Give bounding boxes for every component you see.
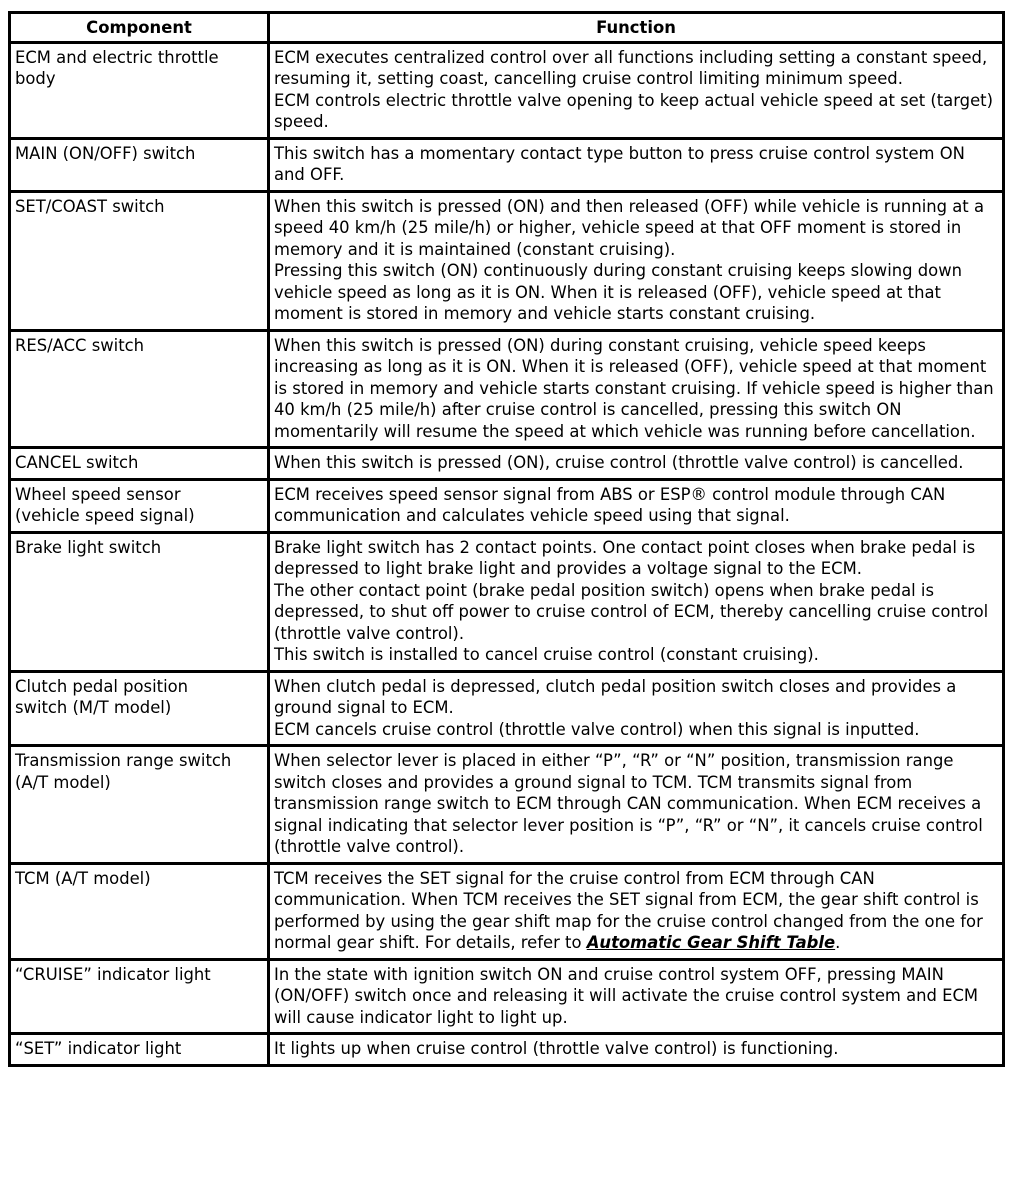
- function-paragraph: Brake light switch has 2 contact points. One contact point closes when brake pedal is depressed to light brake light and provides a voltage signal to the ECM.: [274, 537, 976, 578]
- function-cell: [269, 479, 1004, 532]
- component-cell: MAIN (ON/OFF) switch: [10, 138, 269, 191]
- function-cell: [269, 746, 1004, 864]
- function-period: .: [835, 933, 841, 952]
- component-cell: ECM and electric throttle body: [10, 42, 269, 138]
- function-paragraph: ECM cancels cruise control (throttle valve control) when this signal is inputted.: [274, 719, 920, 739]
- function-cell: [269, 191, 1004, 330]
- function-paragraph: ECM controls electric throttle valve opening to keep actual vehicle speed at set (target) speed.: [274, 90, 993, 131]
- function-paragraph: This switch is installed to cancel cruise control (constant cruising).: [274, 645, 819, 664]
- table-row: [10, 959, 1004, 1034]
- function-cell: [269, 138, 1004, 191]
- function-paragraph: It lights up when cruise control (throttle valve control) is functioning.: [274, 1039, 839, 1058]
- automatic-gear-shift-table-link[interactable]: Automatic Gear Shift Table: [586, 933, 836, 952]
- table-row: [10, 448, 1004, 480]
- component-cell: SET/COAST switch: [10, 191, 269, 330]
- function-paragraph: When this switch is pressed (ON), cruise control (throttle valve control) is cancelled.: [274, 453, 964, 472]
- component-cell: Wheel speed sensor (vehicle speed signal): [10, 479, 269, 532]
- component-cell: RES/ACC switch: [10, 330, 269, 448]
- function-cell: [269, 448, 1004, 480]
- function-paragraph: The other contact point (brake pedal position switch) opens when brake pedal is depressed, to shut off power to cruise control of ECM, thereby cancelling cruise control (throttle valve control).: [274, 580, 989, 643]
- function-paragraph: Pressing this switch (ON) continuously during constant cruising keeps slowing down vehicle speed as long as it is ON. When it is released (OFF), vehicle speed at that moment is stored in memory and vehicle starts constant cruising.: [274, 261, 962, 323]
- table-row: [10, 330, 1004, 448]
- function-paragraph: When this switch is pressed (ON) during constant cruising, vehicle speed keeps increasing as long as it is ON. When it is released (OFF), vehicle speed at that moment is stored in memory and vehicle starts constant cruising. If vehicle speed is higher than 40 km/h (25 mile/h) after cruise control is cancelled, pressing this switch ON momentarily will resume the speed at which vehicle was running before cancellation.: [274, 335, 994, 441]
- table-row: [10, 746, 1004, 864]
- function-paragraph: ECM receives speed sensor signal from ABS or ESP® control module through CAN communication and calculates vehicle speed using that signal.: [274, 484, 946, 525]
- function-cell: [269, 532, 1004, 671]
- function-paragraph: ECM executes centralized control over all functions including setting a constant speed, resuming it, setting coast, cancelling cruise control limiting minimum speed.: [274, 47, 988, 88]
- table-row: [10, 863, 1004, 959]
- component-cell: “SET” indicator light: [10, 1034, 269, 1066]
- function-cell: [269, 959, 1004, 1034]
- component-cell: Transmission range switch (A/T model): [10, 746, 269, 864]
- function-cell: [269, 330, 1004, 448]
- component-cell: CANCEL switch: [10, 448, 269, 480]
- table-row: [10, 479, 1004, 532]
- component-cell: Brake light switch: [10, 532, 269, 671]
- table-row: [10, 1034, 1004, 1066]
- component-cell: Clutch pedal position switch (M/T model): [10, 671, 269, 746]
- function-cell: [269, 42, 1004, 138]
- header-function: Function: [269, 13, 1004, 43]
- table-row: [10, 42, 1004, 138]
- function-paragraph: TCM receives the SET signal for the cruise control from ECM through CAN communication. When TCM receives the SET signal from ECM, the gear shift control is performed by using the gear shift map for the cruise control changed from the one for normal gear shift. For details, refer to: [274, 868, 983, 952]
- function-cell: [269, 1034, 1004, 1066]
- function-paragraph: When selector lever is placed in either “P”, “R” or “N” position, transmission range switch closes and provides a ground signal to TCM. TCM transmits signal from transmission range switch to ECM through CAN communication. When ECM receives a signal indicating that selector lever position is “P”, “R” or “N”, it cancels cruise control (throttle valve control).: [274, 751, 983, 856]
- table-row: [10, 138, 1004, 191]
- component-cell: “CRUISE” indicator light: [10, 959, 269, 1034]
- function-cell: [269, 671, 1004, 746]
- function-paragraph: This switch has a momentary contact type button to press cruise control system ON and OFF.: [274, 143, 965, 184]
- function-paragraph: When clutch pedal is depressed, clutch pedal position switch closes and provides a ground signal to ECM.: [274, 676, 957, 717]
- header-component: Component: [10, 13, 269, 43]
- component-function-table: [8, 11, 1005, 1067]
- function-paragraph: When this switch is pressed (ON) and then released (OFF) while vehicle is running at a speed 40 km/h (25 mile/h) or higher, vehicle speed at that OFF moment is stored in memory and it is maintained (constant cruising).: [274, 196, 984, 259]
- header-row: [10, 13, 1004, 43]
- table-row: [10, 191, 1004, 330]
- table-row: [10, 671, 1004, 746]
- table-row: [10, 532, 1004, 671]
- component-cell: TCM (A/T model): [10, 863, 269, 959]
- function-paragraph: In the state with ignition switch ON and cruise control system OFF, pressing MAIN (ON/OFF) switch once and releasing it will activate the cruise control system and ECM will cause indicator light to light up.: [274, 964, 979, 1027]
- function-cell: [269, 863, 1004, 959]
